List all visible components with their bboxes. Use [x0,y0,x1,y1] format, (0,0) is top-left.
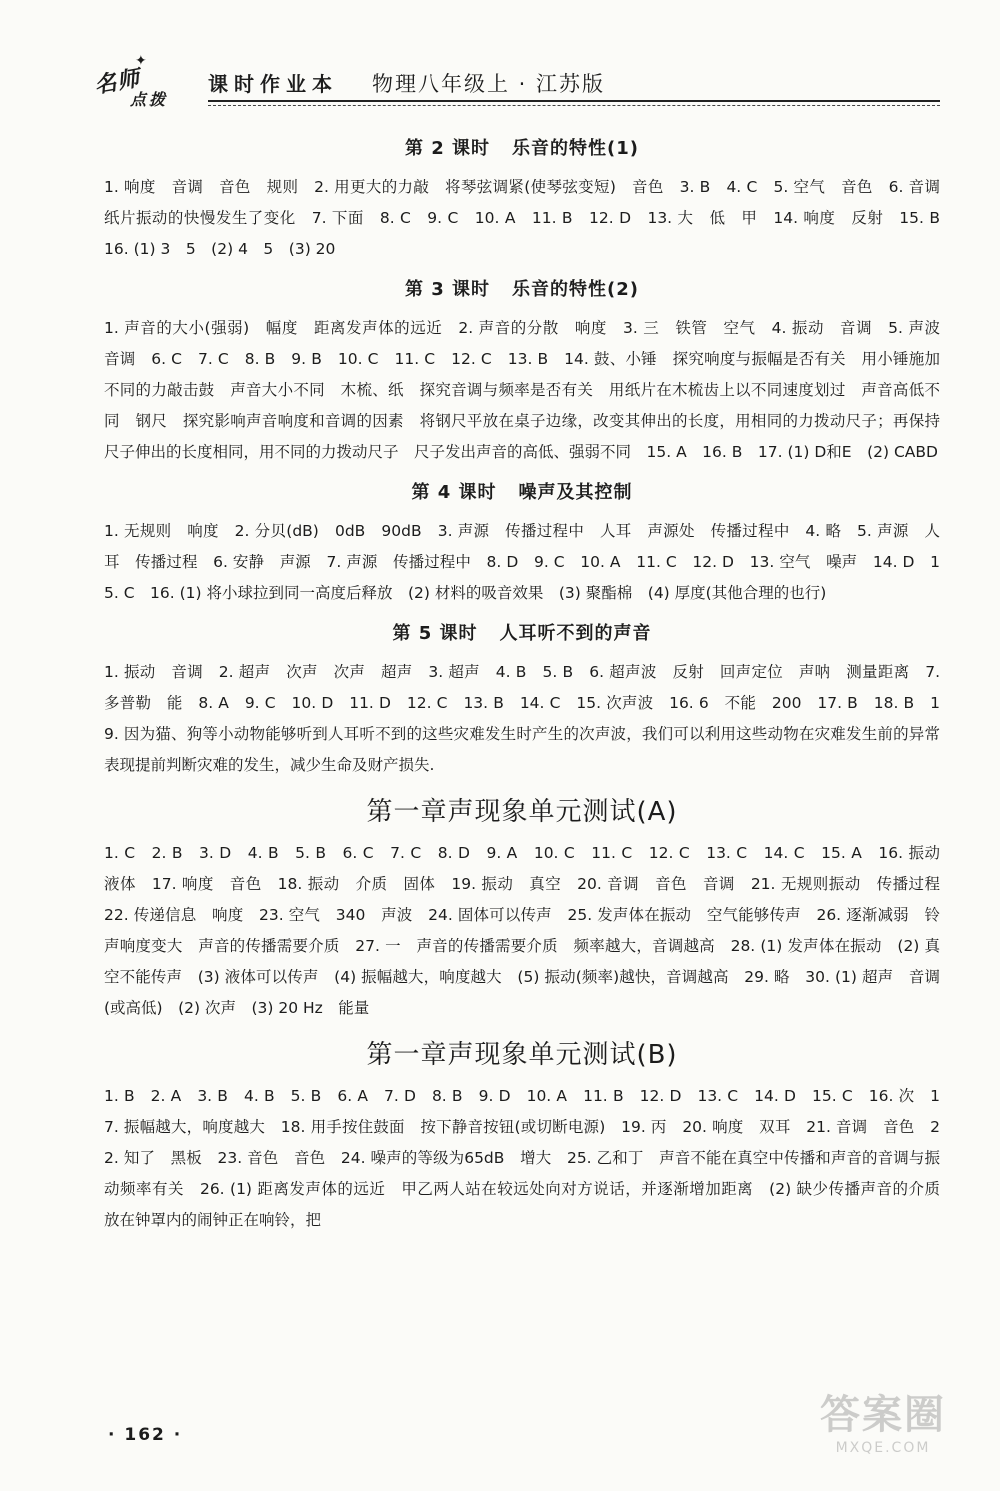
section-number: 第 3 课时 [404,279,491,300]
section-name: 乐音的特性(2) [512,279,640,300]
watermark-url: MXQE.COM [835,1440,931,1456]
section-answers: 1. 声音的大小(强弱) 幅度 距离发声体的远近 2. 声音的分散 响度 3. 三 铁管 空气 4. 振动 音调 5. 声波 音调 6. C 7. C 8. B 9. B 10. C 11. C 12. C 13. B 14. 鼓、小锤 探究响度与振幅是否有关 用小锤施加不同的力敲击鼓 声音大小不同 木梳、纸 探究音调与频率是否有关 用纸片在木梳齿上以不同速度划过 声音高低不同 钢尺 探究影响声音响度和音调的因素 将钢尺平放在桌子边缘，改变其伸出的长度，用相同的力拨动尺子；再保持尺子伸出的长度相同，用不同的力拨动尺子 尺子发出声音的高低、强弱不同 15. A 16. B 17. (1) D和E (2) CABD [104,319,956,461]
section-name: 乐音的特性(1) [512,138,640,159]
section-title [104,275,940,301]
section-answers: 1. 无规则 响度 2. 分贝(dB) 0dB 90dB 3. 声源 传播过程中 人耳 声源处 传播过程中 4. 略 5. 声源 人耳 传播过程 6. 安静 声源 7. 声源 传播过程中 8. D 9. C 10. A 11. C 12. D 13. 空气 噪声 14. D 15. C 16. (1) 将小球拉到同一高度后释放 (2) 材料的吸音效果 (3) 聚酯棉 (4) 厚度(其他合理的也行) [104,522,940,602]
page-number: · 162 · [108,1425,183,1445]
section-answers: 1. 振动 音调 2. 超声 次声 次声 超声 3. 超声 4. B 5. B 6. 超声波 反射 回声定位 声呐 测量距离 7. 多普勒 能 8. A 9. C 10. D 11. D 12. C 13. B 14. C 15. 次声波 16. 6 不能 200 17. B 18. B 19. 因为猫、狗等小动物能够听到人耳听不到的这些灾难发生时产生的次声波，我们可以利用这些动物在灾难发生前的异常表现提前判断灾难的发生，减少生命及财产损失. [104,663,940,774]
star-icon: ✦ [135,53,147,69]
unit-title: 第一章声现象单元测试(B) [366,1040,678,1070]
section-title [104,619,940,645]
section-number: 第 2 课时 [404,138,491,159]
lesson-section [104,478,940,609]
publisher-logo [90,45,200,109]
unit-answers: 1. B 2. A 3. B 4. B 5. B 6. A 7. D 8. B 9. D 10. A 11. B 12. D 13. C 14. D 15. C 16. 次 17. 振幅越大，响度越大 18. 用手按住鼓面 按下静音按钮(或切断电源) 19. 丙 20. 响度 双耳 21. 音调 音色 22. 知了 黑板 23. 音色 音色 24. 噪声的等级为65dB 增大 25. 乙和丁 声音不能在真空中传播和声音的音调与振动频率有关 26. (1) 距离发声体的远近 甲乙两人站在较远处向对方说话，并逐渐增加距离 (2) 缺少传播声音的介质 放在钟罩内的闹钟正在响铃，把 [104,1087,956,1229]
section-number: 第 4 课时 [411,482,497,503]
unit-title: 第一章声现象单元测试(A) [366,797,678,827]
section-name: 噪声及其控制 [518,482,633,503]
section-title [104,478,940,504]
logo-text: 名师 [92,65,143,99]
section-number: 第 5 课时 [392,623,478,644]
book-title: 课时作业本 [208,72,338,96]
unit-test-section [104,1034,956,1236]
unit-answers: 1. C 2. B 3. D 4. B 5. B 6. C 7. C 8. D 9. A 10. C 11. C 12. C 13. C 14. C 15. A 16. 振动 液体 17. 响度 音色 18. 振动 介质 固体 19. 振动 真空 20. 音调 音色 音调 21. 无规则振动 传播过程 22. 传递信息 响度 23. 空气 340 声波 24. 固体可以传声 25. 发声体在振动 空气能够传声 26. 逐渐减弱 铃声响度变大 声音的传播需要介质 27. 一 声音的传播需要介质 频率越大，音调越高 28. (1) 发声体在振动 (2) 真空不能传声 (3) 液体可以传声 (4) 振幅越大，响度越大 (5) 振动(频率)越快，音调越高 29. 略 30. (1) 超声 音调(或高低) (2) 次声 (3) 20 Hz 能量 [104,844,956,1017]
section-name: 人耳听不到的声音 [499,623,652,644]
lesson-section [104,275,956,468]
watermark [788,1383,978,1483]
logo-text-2: 点拨 [130,90,169,109]
watermark-logo: 答案圈 [820,1392,946,1438]
page-header [90,40,940,110]
section-answers: 1. 响度 音调 音色 规则 2. 用更大的力敲 将琴弦调紧(使琴弦变短) 音色 3. B 4. C 5. 空气 音色 6. 音调 纸片振动的快慢发生了变化 7. 下面 8. C 9. C 10. A 11. B 12. D 13. 大 低 甲 14. 响度 反射 15. B 16. (1) 3 5 (2) 4 5 (3) 20 [104,178,956,258]
unit-test-section [104,791,956,1024]
section-title [104,134,940,160]
lesson-section [104,134,956,265]
book-subtitle: 物理八年级上 · 江苏版 [372,72,606,96]
lesson-section [104,619,940,781]
answer-content [104,128,956,1246]
header-divider [208,100,940,106]
